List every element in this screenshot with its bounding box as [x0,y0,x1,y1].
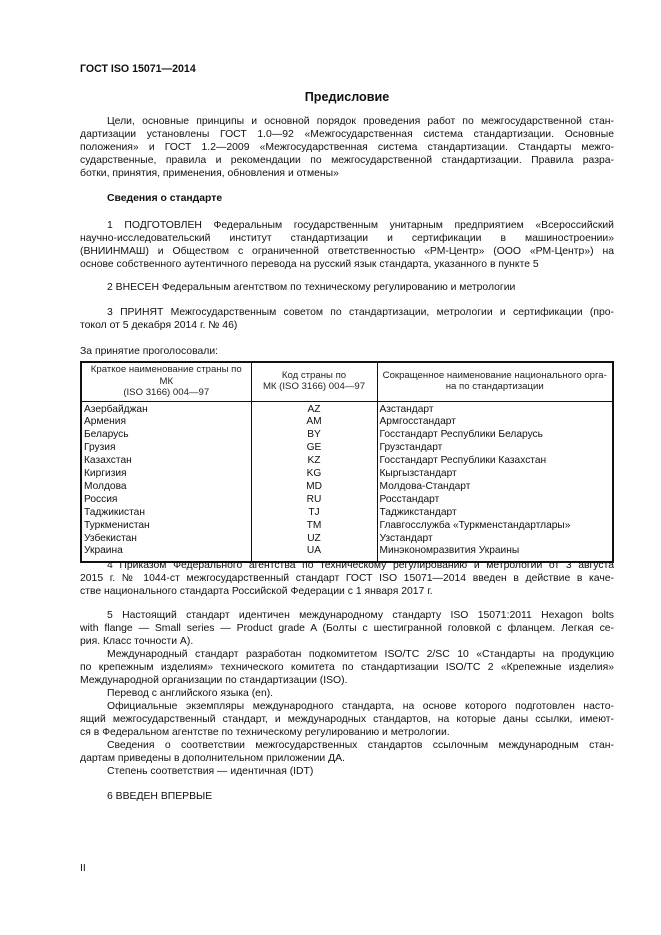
code-cell: TJ [251,507,377,520]
text-line: 2015 г. № 1044-ст межгосударственный стандарт ГОСТ ISO 15071—2014 введен в действие в каче- [80,573,614,584]
country-cell: Узбекистан [81,533,251,546]
table-row [81,455,613,468]
text-line: (ВНИИНМАШ) и Обществом с ограниченной ответственностью «РМ-Центр» (ООО «РМ-Центр») на [80,246,614,257]
text-line: токол от 5 декабря 2014 г. № 46) [80,320,238,331]
text-line: стве национального стандарта Российской Федерации с 1 января 2017 г. [80,586,433,597]
text-line: научно-исследовательский институт стандартизации и сертификации в машиностроении» [80,233,614,244]
item-6-paragraph [80,790,614,803]
agency-cell: Азстандарт [377,401,613,416]
text-line: 2 ВНЕСЕН Федеральным агентством по техническому регулированию и метрологии [107,282,516,293]
table-row [81,520,613,533]
country-cell: Грузия [81,442,251,455]
country-cell: Казахстан [81,455,251,468]
code-cell: MD [251,481,377,494]
agency-cell: Узстандарт [377,533,613,546]
code-cell: AM [251,416,377,429]
text-line: рия. Класс точности А). [80,636,194,647]
agency-cell: Молдова-Стандарт [377,481,613,494]
code-cell: UA [251,545,377,562]
page-number: II [80,863,86,874]
country-cell: Беларусь [81,429,251,442]
intro-paragraph [80,115,614,180]
table-row [81,416,613,429]
table-row [81,401,613,416]
table-header-row [81,362,613,401]
table-row [81,429,613,442]
page-title: Предисловие [304,90,390,104]
country-cell: Туркменистан [81,520,251,533]
agency-cell: Росстандарт [377,494,613,507]
text-line: Перевод с английского языка (en). [107,688,274,699]
table-row [81,533,613,546]
table-row [81,481,613,494]
text-line: Степень соответствия — идентичная (IDT) [107,766,314,777]
table-row [81,468,613,481]
text-line: по крепежным изделиям» технического комитета по стандартизации ISO/TC 2 «Крепежные изделия» [80,662,614,673]
item-4-paragraph [80,559,614,598]
code-cell: AZ [251,401,377,416]
text-line: 4 Приказом Федерального агентства по техническому регулированию и метрологии от 3 августа [107,560,614,571]
country-cell: Молдова [81,481,251,494]
item-1-paragraph [80,219,614,271]
code-cell: BY [251,429,377,442]
text-line: Официальные экземпляры международного стандарта, на основе которого подготовлен насто- [107,701,614,712]
column-header-country: Краткое наименование страны по МК (ISO 3166) 004—97 [81,362,251,401]
item-5-paragraph [80,609,614,778]
column-header-agency: Сокращенное наименование национального орга- на по стандартизации [377,362,613,401]
country-cell: Таджикистан [81,507,251,520]
table-row [81,494,613,507]
text-line: with flange — Small series — Product grade A (Болты с шестигранной головкой с фланцем. Легкая се- [80,623,614,634]
text-line: 6 ВВЕДЕН ВПЕРВЫЕ [107,791,213,802]
vote-label: За принятие проголосовали: [80,346,219,357]
agency-cell: Госстандарт Республики Казахстан [377,455,613,468]
agency-cell: Главгосслужба «Туркменстандартлары» [377,520,613,533]
table-row [81,507,613,520]
country-cell: Азербайджан [81,401,251,416]
code-cell: TM [251,520,377,533]
code-cell: RU [251,494,377,507]
text-line: основе собственного аутентичного перевода на русский язык стандарта, указанного в пункте 5 [80,259,539,270]
country-cell: Украина [81,545,251,562]
text-line: Цели, основные принципы и основной порядок проведения работ по межгосударственной стан- [107,116,614,127]
country-cell: Россия [81,494,251,507]
text-line: 1 ПОДГОТОВЛЕН Федеральным государственным унитарным предприятием «Всероссийский [107,220,614,231]
voting-countries-table [80,361,614,563]
text-line: Международной организации по стандартизации (ISO). [80,675,348,686]
text-line: дартизации установлены ГОСТ 1.0—92 «Межгосударственная система стандартизации. Основные [80,129,614,140]
item-2-paragraph [80,281,614,294]
section-heading: Сведения о стандарте [107,193,223,204]
agency-cell: Армгосстандарт [377,416,613,429]
country-cell: Армения [81,416,251,429]
text-line: положения» и ГОСТ 1.2—2009 «Межгосударственная система стандартизации. Стандарты межго- [80,142,614,153]
column-header-code: Код страны по МК (ISO 3166) 004—97 [251,362,377,401]
code-cell: KZ [251,455,377,468]
text-line: 3 ПРИНЯТ Межгосударственным советом по стандартизации, метрологии и сертификации (про- [107,307,614,318]
text-line: ящий межгосударственный стандарт, и международных стандартов, на которые даны ссылки, имеют- [80,714,614,725]
text-line: Международный стандарт разработан подкомитетом ISO/TC 2/SC 10 «Стандарты на продукцию [107,649,614,660]
text-line: ся в Федеральном агентстве по техническому регулированию и метрологии. [80,727,450,738]
country-cell: Киргизия [81,468,251,481]
agency-cell: Госстандарт Республики Беларусь [377,429,613,442]
text-line: Сведения о соответствии межгосударственных стандартов ссылочным международным стан- [107,740,614,751]
text-line: 5 Настоящий стандарт идентичен международному стандарту ISO 15071:2011 Hexagon bolts [107,610,614,621]
agency-cell: Таджикстандарт [377,507,613,520]
document-id: ГОСТ ISO 15071—2014 [80,63,196,75]
table-row [81,442,613,455]
agency-cell: Грузстандарт [377,442,613,455]
text-line: дартам приведены в дополнительном приложении ДА. [80,753,345,764]
text-line: сударственные, правила и рекомендации по межгосударственной стандартизации. Правила разра- [80,155,614,166]
agency-cell: Минэкономразвития Украины [377,545,613,562]
item-3-paragraph [80,306,614,332]
code-cell: GE [251,442,377,455]
agency-cell: Кыргызстандарт [377,468,613,481]
text-line: ботки, принятия, применения, обновления и отмены» [80,168,339,179]
code-cell: UZ [251,533,377,546]
code-cell: KG [251,468,377,481]
